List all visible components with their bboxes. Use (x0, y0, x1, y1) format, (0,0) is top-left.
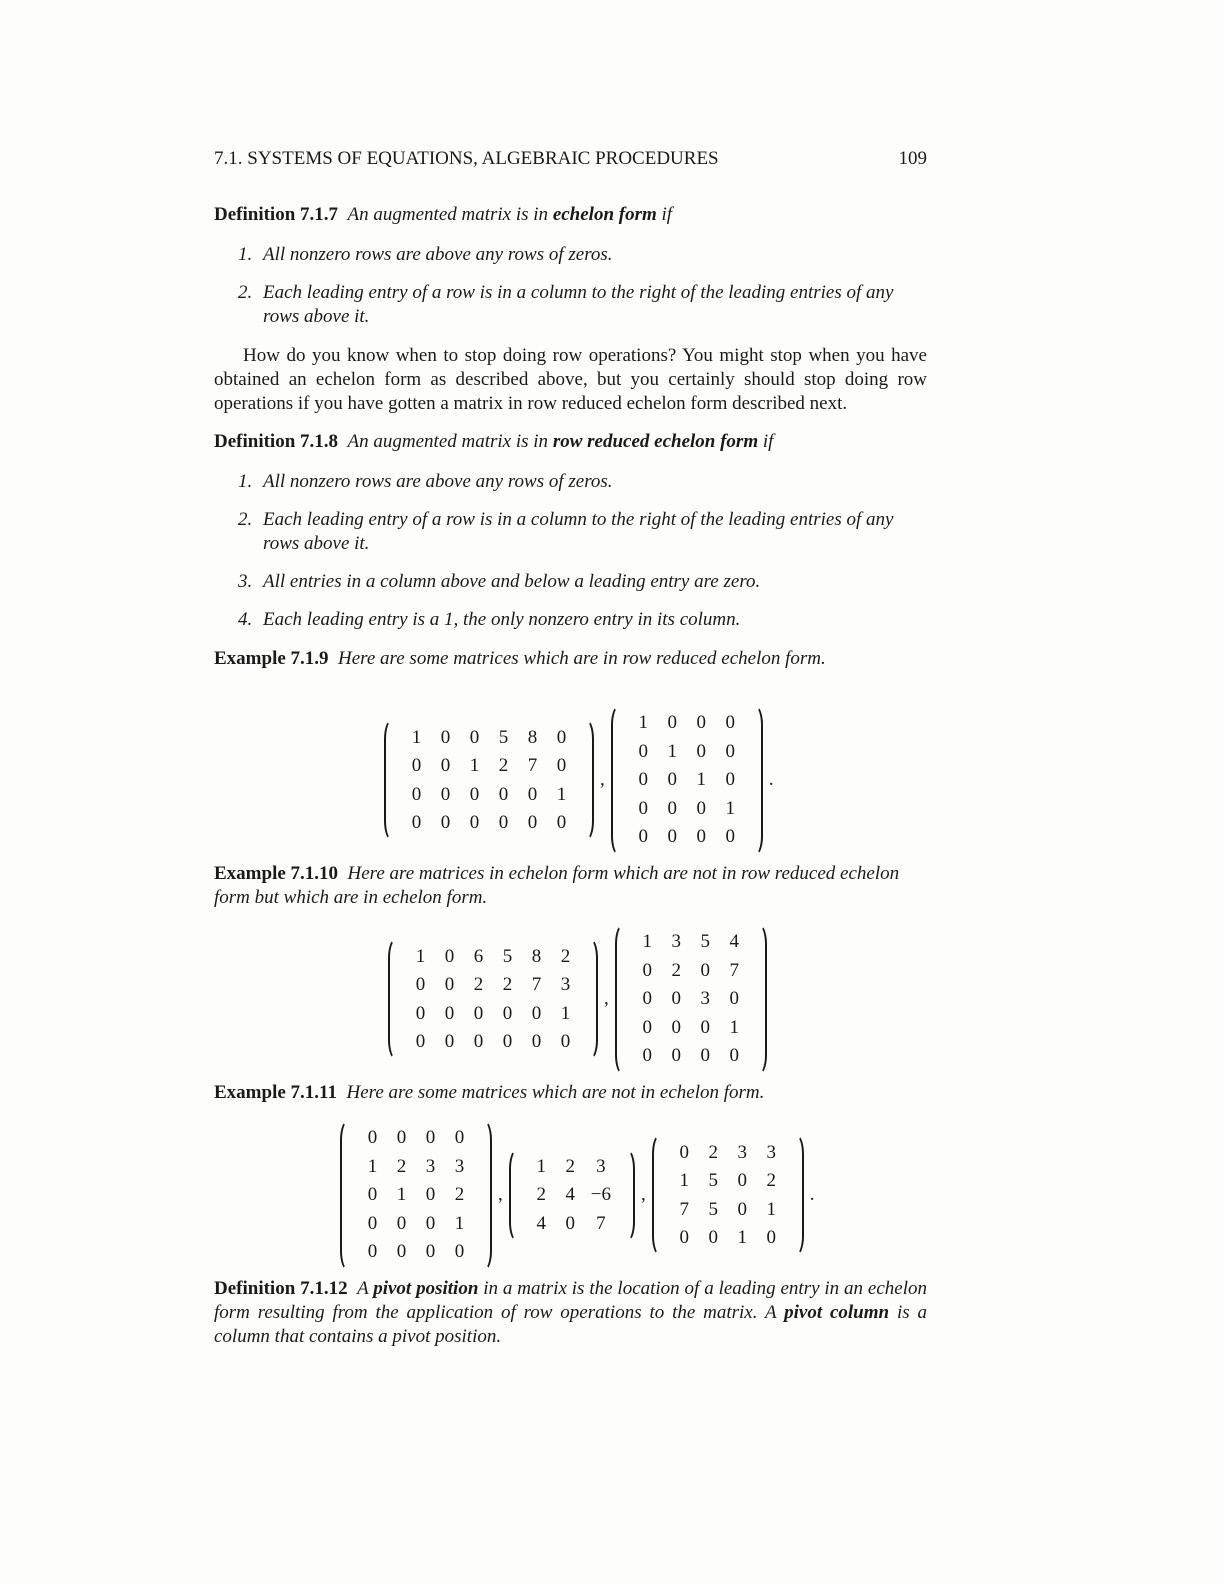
matrix-cell: 0 (667, 712, 677, 734)
matrix-cell: 0 (556, 755, 567, 776)
matrix-cell: 0 (642, 959, 652, 981)
matrix-cell: 3 (560, 974, 571, 995)
matrix-cell: 3 (596, 1155, 606, 1177)
matrix-entries (633, 928, 749, 1071)
matrix-cell: 0 (556, 812, 567, 833)
list-item: 3. All entries in a column above and below a leading entry are zero. (238, 571, 761, 592)
matrix-cell: 0 (527, 812, 538, 833)
conditions-list (214, 470, 927, 632)
matrix-cell: 2 (502, 974, 513, 995)
matrix-cell: 0 (725, 712, 735, 734)
matrix-cell: 0 (469, 726, 480, 748)
matrix-cell: 0 (638, 740, 648, 762)
matrix-cell: 3 (700, 988, 710, 1010)
matrix-cell: −6 (590, 1184, 611, 1206)
matrix-cell: 5 (708, 1170, 718, 1191)
matrix-cell: 2 (565, 1155, 575, 1177)
matrix-cell: 2 (454, 1184, 465, 1206)
matrix-cell: 0 (725, 826, 735, 848)
matrix-cell: 1 (469, 755, 480, 776)
matrix-cell: 0 (502, 1002, 513, 1024)
matrix-cell: 0 (425, 1184, 436, 1206)
matrix-cell: 8 (531, 945, 542, 967)
left-paren (615, 924, 631, 1075)
matrix-cell: 0 (766, 1227, 776, 1248)
right-paren (747, 705, 763, 856)
matrix-cell: 7 (531, 974, 542, 995)
matrix-cell: 0 (469, 783, 480, 805)
definition-label: Definition 7.1.7 (214, 204, 339, 225)
right-paren (582, 938, 598, 1060)
section-title: 7.1. SYSTEMS OF EQUATIONS, ALGEBRAIC PROCEDURES (214, 148, 719, 169)
matrix-cell: 0 (642, 988, 652, 1010)
matrix-cell: 1 (725, 797, 735, 819)
matrix-cell: 0 (560, 1031, 571, 1052)
example-7-1-9: Example 7.1.9 Here are some matrices which are in row reduced echelon form. (214, 648, 826, 669)
example-7-1-11: Example 7.1.11 Here are some matrices which are not in echelon form. (214, 1082, 765, 1103)
matrix-entries (406, 942, 580, 1056)
matrix-cell: 0 (531, 1002, 542, 1024)
matrix-cell: 5 (498, 726, 509, 748)
left-paren (652, 1134, 668, 1256)
matrix-cell: 0 (440, 783, 451, 805)
matrix-cell: 0 (737, 1170, 747, 1191)
left-paren (384, 719, 400, 841)
matrix-cell: 0 (679, 1227, 689, 1248)
matrix-cell: 0 (725, 740, 735, 762)
matrix-entries (402, 723, 576, 837)
running-header (214, 148, 927, 170)
matrix-cell: 8 (527, 726, 538, 748)
matrix-cell: 1 (667, 740, 677, 762)
matrix-cell: 0 (667, 797, 677, 819)
matrix-cell: 0 (425, 1212, 436, 1234)
matrix-cell: 2 (396, 1155, 407, 1177)
matrix-row-ex7110: 1 0 6 5 8 2 0 0 2 2 7 3 0 0 0 0 0 1 0 0 0 0 0 0 , 1 3 5 4 0 2 0 7 0 0 3 0 0 0 0 1 0 0 0 0 (388, 924, 767, 1075)
matrix-cell: 0 (696, 740, 706, 762)
matrix-cell: 0 (638, 769, 648, 791)
term: row reduced echelon form (552, 431, 759, 452)
matrix-cell: 0 (415, 1002, 426, 1024)
paragraph: How do you know when to stop doing row operations? You might stop when you have obtained an echelon form as described above, but you certainly should stop doing row operations if you have gotten a matrix in row reduced echelon form described next. (214, 345, 927, 414)
matrix-entries (670, 1138, 786, 1252)
matrix-cell: 0 (700, 1016, 710, 1038)
matrix-cell: 0 (469, 812, 480, 833)
matrix (340, 1120, 492, 1271)
matrix-cell: 0 (700, 1045, 710, 1067)
matrix-cell: 1 (396, 1184, 407, 1206)
matrix-cell: 2 (708, 1141, 718, 1163)
matrix-cell: 0 (367, 1184, 378, 1206)
list-item: 4. Each leading entry is a 1, the only nonzero entry in its column. (238, 609, 741, 630)
matrix-entries (527, 1153, 617, 1239)
matrix-cell: 0 (411, 783, 422, 805)
matrix-cell: 5 (700, 931, 710, 953)
list-item: 2. Each leading entry of a row is in a column to the right of the leading entries of any rows above it. (238, 282, 894, 327)
matrix-cell: 4 (565, 1184, 575, 1206)
matrix-cell: 1 (367, 1155, 378, 1177)
matrix-cell: 1 (737, 1227, 747, 1248)
matrix-cell: 2 (536, 1184, 546, 1206)
matrix-cell: 0 (473, 1031, 484, 1052)
page-number: 109 (898, 148, 927, 169)
matrix-cell: 0 (367, 1241, 378, 1263)
matrix-cell: 5 (708, 1198, 718, 1220)
left-paren (509, 1149, 525, 1243)
matrix-cell: 0 (671, 988, 681, 1010)
matrix-cell: 1 (679, 1170, 689, 1191)
matrix-cell: 0 (696, 797, 706, 819)
definition-7-1-7: Definition 7.1.7 An augmented matrix is in echelon form if 1. All nonzero rows are above any rows of zeros. 2. Each leading entry of a row is in a column to the right of the leading entries of any rows above it. (214, 203, 927, 343)
matrix-cell: 0 (444, 1031, 455, 1052)
term: echelon form (552, 204, 657, 225)
matrix-cell: 0 (671, 1016, 681, 1038)
right-paren (751, 924, 767, 1075)
matrix-cell: 5 (502, 945, 513, 967)
matrix-cell: 0 (696, 826, 706, 848)
left-paren (340, 1120, 356, 1271)
matrix-cell: 0 (638, 797, 648, 819)
matrix-cell: 0 (440, 755, 451, 776)
matrix-cell: 2 (766, 1170, 776, 1191)
matrix-cell: 0 (679, 1141, 689, 1163)
matrix-cell: 0 (440, 812, 451, 833)
matrix-cell: 7 (596, 1212, 606, 1234)
matrix-cell: 0 (415, 1031, 426, 1052)
matrix-cell: 7 (729, 959, 739, 981)
example-7-1-10: Example 7.1.10 Here are matrices in echelon form which are not in row reduced echelon form but which are in echelon form. (214, 863, 900, 908)
matrix-cell: 0 (444, 974, 455, 995)
matrix-cell: 0 (527, 783, 538, 805)
definition-7-1-12: Definition 7.1.12 A pivot position in a matrix is the location of a leading entry in an echelon form resulting from the application of row operations to the matrix. A pivot column is a column that contains a pivot position. (214, 1278, 927, 1347)
right-paren (788, 1134, 804, 1256)
matrix-cell: 0 (729, 1045, 739, 1067)
matrix-cell: 0 (556, 726, 567, 748)
matrix-cell: 0 (638, 826, 648, 848)
matrix-cell: 0 (396, 1212, 407, 1234)
matrix-cell: 0 (444, 1002, 455, 1024)
list-item: 2. Each leading entry of a row is in a column to the right of the leading entries of any rows above it. (238, 509, 894, 554)
matrix-cell: 0 (411, 812, 422, 833)
term: pivot column (784, 1302, 890, 1323)
matrix-cell: 1 (411, 726, 422, 748)
matrix-cell: 0 (425, 1241, 436, 1263)
matrix-cell: 4 (536, 1212, 546, 1234)
matrix-cell: 0 (642, 1045, 652, 1067)
matrix-cell: 0 (708, 1227, 718, 1248)
definition-7-1-8: Definition 7.1.8 An augmented matrix is in row reduced echelon form if 1. All nonzero rows are above any rows of zeros. 2. Each leading entry of a row is in a column to the right of the leading entries of any rows above it. 3. All entries in a column above and below a leading entry are zero. 4. Each leading entry is a 1, the only nonzero entry in its column. (214, 430, 927, 646)
matrix-cell: 0 (725, 769, 735, 791)
definition-label: Definition 7.1.8 (214, 431, 339, 452)
matrix-cell: 0 (396, 1127, 407, 1149)
matrix-cell: 0 (411, 755, 422, 776)
matrix-row-ex7111: 0 0 0 0 1 2 3 3 0 1 0 2 0 0 0 1 0 0 0 0 , 1 2 3 2 4 −6 4 0 7 , 0 2 3 3 1 5 0 2 7 5 0 1 0 0 1 0 . (340, 1120, 820, 1271)
matrix-cell: 0 (425, 1127, 436, 1149)
matrix-cell: 2 (671, 959, 681, 981)
matrix-cell: 0 (565, 1212, 575, 1234)
matrix-cell: 1 (642, 931, 652, 953)
matrix-cell: 0 (498, 812, 509, 833)
matrix-cell: 0 (667, 769, 677, 791)
matrix-cell: 0 (367, 1212, 378, 1234)
matrix-cell: 0 (415, 974, 426, 995)
matrix-cell: 0 (737, 1198, 747, 1220)
matrix-entries (358, 1124, 474, 1267)
matrix-cell: 0 (367, 1127, 378, 1149)
matrix-cell: 4 (729, 931, 739, 953)
matrix-cell: 3 (454, 1155, 465, 1177)
matrix (615, 924, 767, 1075)
matrix-entries (629, 709, 745, 852)
matrix-cell: 1 (556, 783, 567, 805)
matrix-cell: 0 (531, 1031, 542, 1052)
matrix-cell: 0 (396, 1241, 407, 1263)
matrix-cell: 3 (766, 1141, 776, 1163)
matrix-cell: 1 (415, 945, 426, 967)
matrix-cell: 3 (737, 1141, 747, 1163)
matrix-cell: 6 (473, 945, 484, 967)
conditions-list (214, 243, 927, 329)
matrix-cell: 0 (440, 726, 451, 748)
matrix-cell: 1 (729, 1016, 739, 1038)
matrix-cell: 7 (527, 755, 538, 776)
matrix-cell: 0 (454, 1241, 465, 1263)
matrix-cell: 0 (671, 1045, 681, 1067)
matrix-cell: 3 (671, 931, 681, 953)
matrix (388, 938, 598, 1060)
matrix-cell: 0 (667, 826, 677, 848)
matrix-cell: 1 (536, 1155, 546, 1177)
matrix-cell: 7 (679, 1198, 689, 1220)
matrix-cell: 2 (473, 974, 484, 995)
matrix-cell: 2 (498, 755, 509, 776)
list-item: 1. All nonzero rows are above any rows of zeros. (238, 244, 613, 265)
left-paren (388, 938, 404, 1060)
matrix-cell: 1 (766, 1198, 776, 1220)
matrix-cell: 3 (425, 1155, 436, 1177)
matrix-cell: 0 (729, 988, 739, 1010)
matrix-cell: 1 (696, 769, 706, 791)
right-paren (578, 719, 594, 841)
term: pivot position (373, 1278, 479, 1299)
left-paren (611, 705, 627, 856)
right-paren (619, 1149, 635, 1243)
list-item: 1. All nonzero rows are above any rows of zeros. (238, 471, 613, 492)
matrix-cell: 1 (560, 1002, 571, 1024)
matrix-cell: 1 (454, 1212, 465, 1234)
matrix-cell: 0 (444, 945, 455, 967)
matrix-cell: 0 (700, 959, 710, 981)
matrix-cell: 0 (642, 1016, 652, 1038)
right-paren (476, 1120, 492, 1271)
matrix-cell: 0 (696, 712, 706, 734)
matrix (384, 719, 594, 841)
matrix-cell: 0 (454, 1127, 465, 1149)
matrix-cell: 1 (638, 712, 648, 734)
matrix (611, 705, 763, 856)
matrix-cell: 0 (473, 1002, 484, 1024)
matrix-row-ex719: 1 0 0 5 8 0 0 0 1 2 7 0 0 0 0 0 0 1 0 0 0 0 0 0 , 1 0 0 0 0 1 0 0 0 0 1 0 0 0 0 1 0 0 0 0 . (384, 705, 780, 856)
matrix (652, 1134, 804, 1256)
matrix-cell: 0 (502, 1031, 513, 1052)
matrix-cell: 2 (560, 945, 571, 967)
matrix (509, 1149, 635, 1243)
matrix-cell: 0 (498, 783, 509, 805)
